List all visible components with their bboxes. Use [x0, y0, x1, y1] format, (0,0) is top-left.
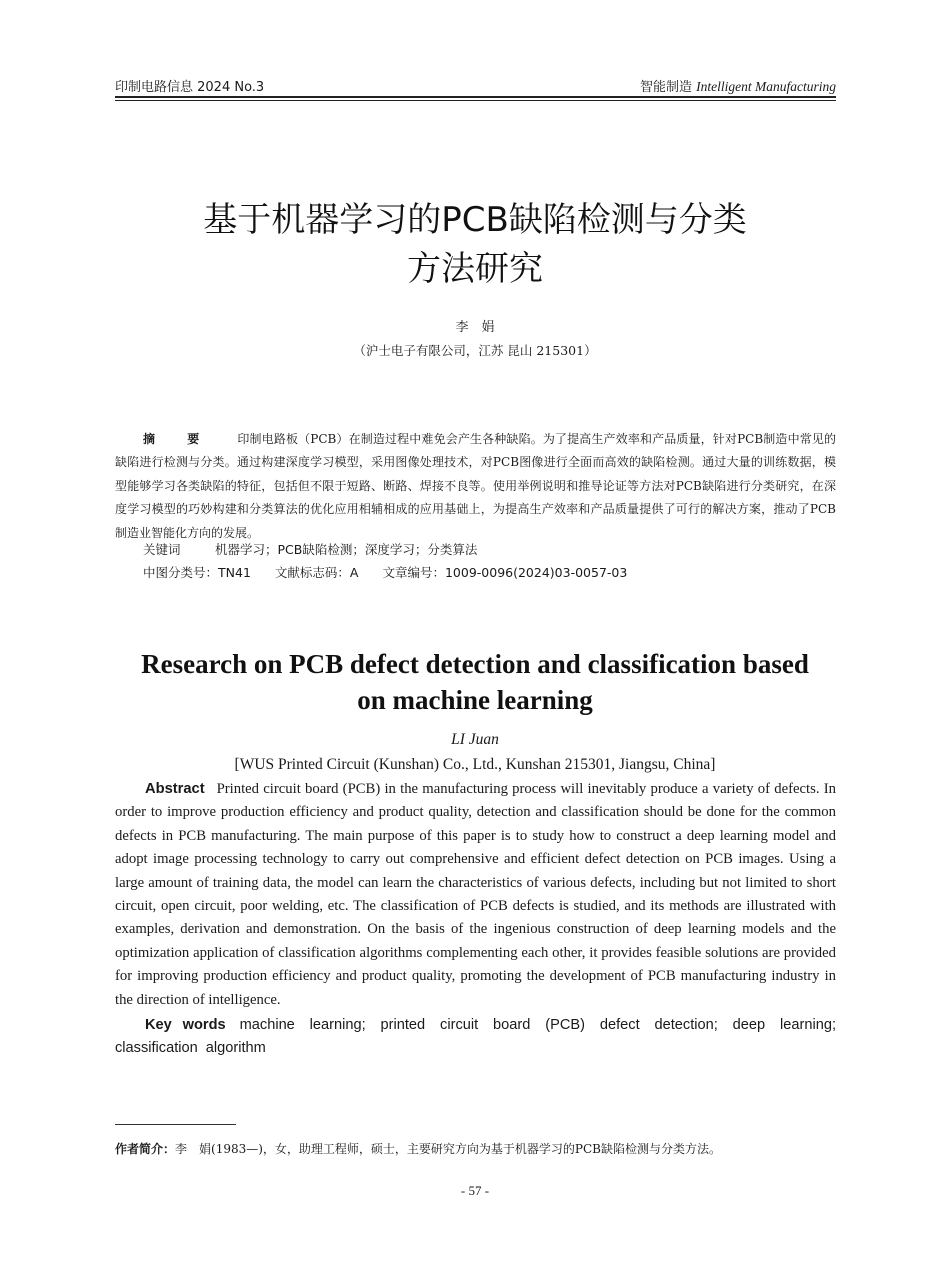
en-keywords-label: Key words	[145, 1017, 226, 1033]
section-name-en: Intelligent Manufacturing	[696, 79, 836, 94]
article-number: 文章编号：1009-0096(2024)03-0057-03	[382, 565, 628, 580]
document-code: 文献标志码：A	[274, 565, 359, 580]
cn-abstract-label: 摘 要	[143, 432, 210, 446]
cn-keywords	[143, 540, 477, 558]
cn-author: 李 娟	[455, 320, 495, 335]
en-title-line1: Research on PCB defect detection and classification based	[141, 649, 809, 679]
en-author: LI Juan	[451, 731, 499, 748]
footnote-label: 作者简介：	[115, 1142, 176, 1156]
en-abstract-label: Abstract	[145, 781, 205, 797]
header-rule-thin	[115, 100, 836, 101]
cn-title-line1: 基于机器学习的PCB缺陷检测与分类	[203, 200, 747, 240]
cn-affiliation: （沪士电子有限公司，江苏 昆山 215301）	[353, 343, 597, 358]
en-abstract-text: Printed circuit board (PCB) in the manufacturing process will inevitably produce a variety of defects. In order to improve production efficiency and product quality, detection and classification should be done for the common defects in PCB manufacturing. The main purpose of this paper is to study how to construct a deep learning model and adopt image processing technology to carry out comprehensive and efficient defect detection on PCB images. Using a large amount of training data, the model can learn the characteristics of various defects, including but not limited to short circuit, open circuit, poor welding, etc. The classification of PCB defects is studied, and its methods are illustrated with examples, derivation and demonstration. On the basis of the ingenious construction of deep learning models and the optimization application of classification algorithms complementing each other, it provides feasible solutions are provided for improving production efficiency and product quality, promoting the development of PCB manufacturing industry in the direction of intelligence.	[115, 781, 836, 1008]
author-footnote	[115, 1140, 855, 1157]
clc-number: 中图分类号：TN41	[143, 565, 251, 580]
en-title	[80, 646, 870, 718]
cn-keywords-text: 机器学习；PCB缺陷检测；深度学习；分类算法	[215, 542, 478, 557]
en-title-line2: on machine learning	[357, 685, 593, 715]
page-number: - 57 -	[460, 1183, 490, 1198]
en-affiliation: [WUS Printed Circuit (Kunshan) Co., Ltd., Kunshan 215301, Jiangsu, China]	[234, 756, 716, 773]
en-abstract	[115, 778, 836, 1012]
classification-line	[143, 563, 627, 581]
en-keywords-text: machine learning; printed circuit board (PCB) defect detection; deep learning; classification algorithm	[115, 1017, 836, 1056]
cn-title	[60, 196, 890, 294]
cn-keywords-label: 关键词	[143, 542, 181, 557]
section-name-cn: 智能制造	[639, 80, 692, 95]
running-header	[115, 76, 836, 96]
footnote-text: 李 娟(1983—)，女，助理工程师，硕士，主要研究方向为基于机器学习的PCB缺陷检测与分类方法。	[175, 1142, 721, 1156]
en-keywords	[115, 1014, 836, 1060]
cn-abstract	[115, 428, 836, 545]
footnote-rule	[115, 1124, 236, 1125]
cn-abstract-text: 印制电路板（PCB）在制造过程中难免会产生各种缺陷。为了提高生产效率和产品质量，针对PCB制造中常见的缺陷进行检测与分类。通过构建深度学习模型，采用图像处理技术，对PCB图像进行全面而高效的缺陷检测。通过大量的训练数据，模型能够学习各类缺陷的特征，包括但不限于短路、断路、焊接不良等。使用举例说明和推导论证等方法对PCB缺陷进行分类研究，在深度学习模型的巧妙构建和分类算法的优化应用相辅相成的应用基础上，为提高生产效率和产品质量提供了可行的解决方案，推动了PCB制造业智能化方向的发展。	[115, 432, 836, 540]
header-rule-thick	[115, 96, 836, 98]
cn-title-line2: 方法研究	[407, 249, 543, 289]
journal-issue: 印制电路信息 2024 No.3	[115, 80, 265, 95]
section-name	[640, 76, 836, 95]
